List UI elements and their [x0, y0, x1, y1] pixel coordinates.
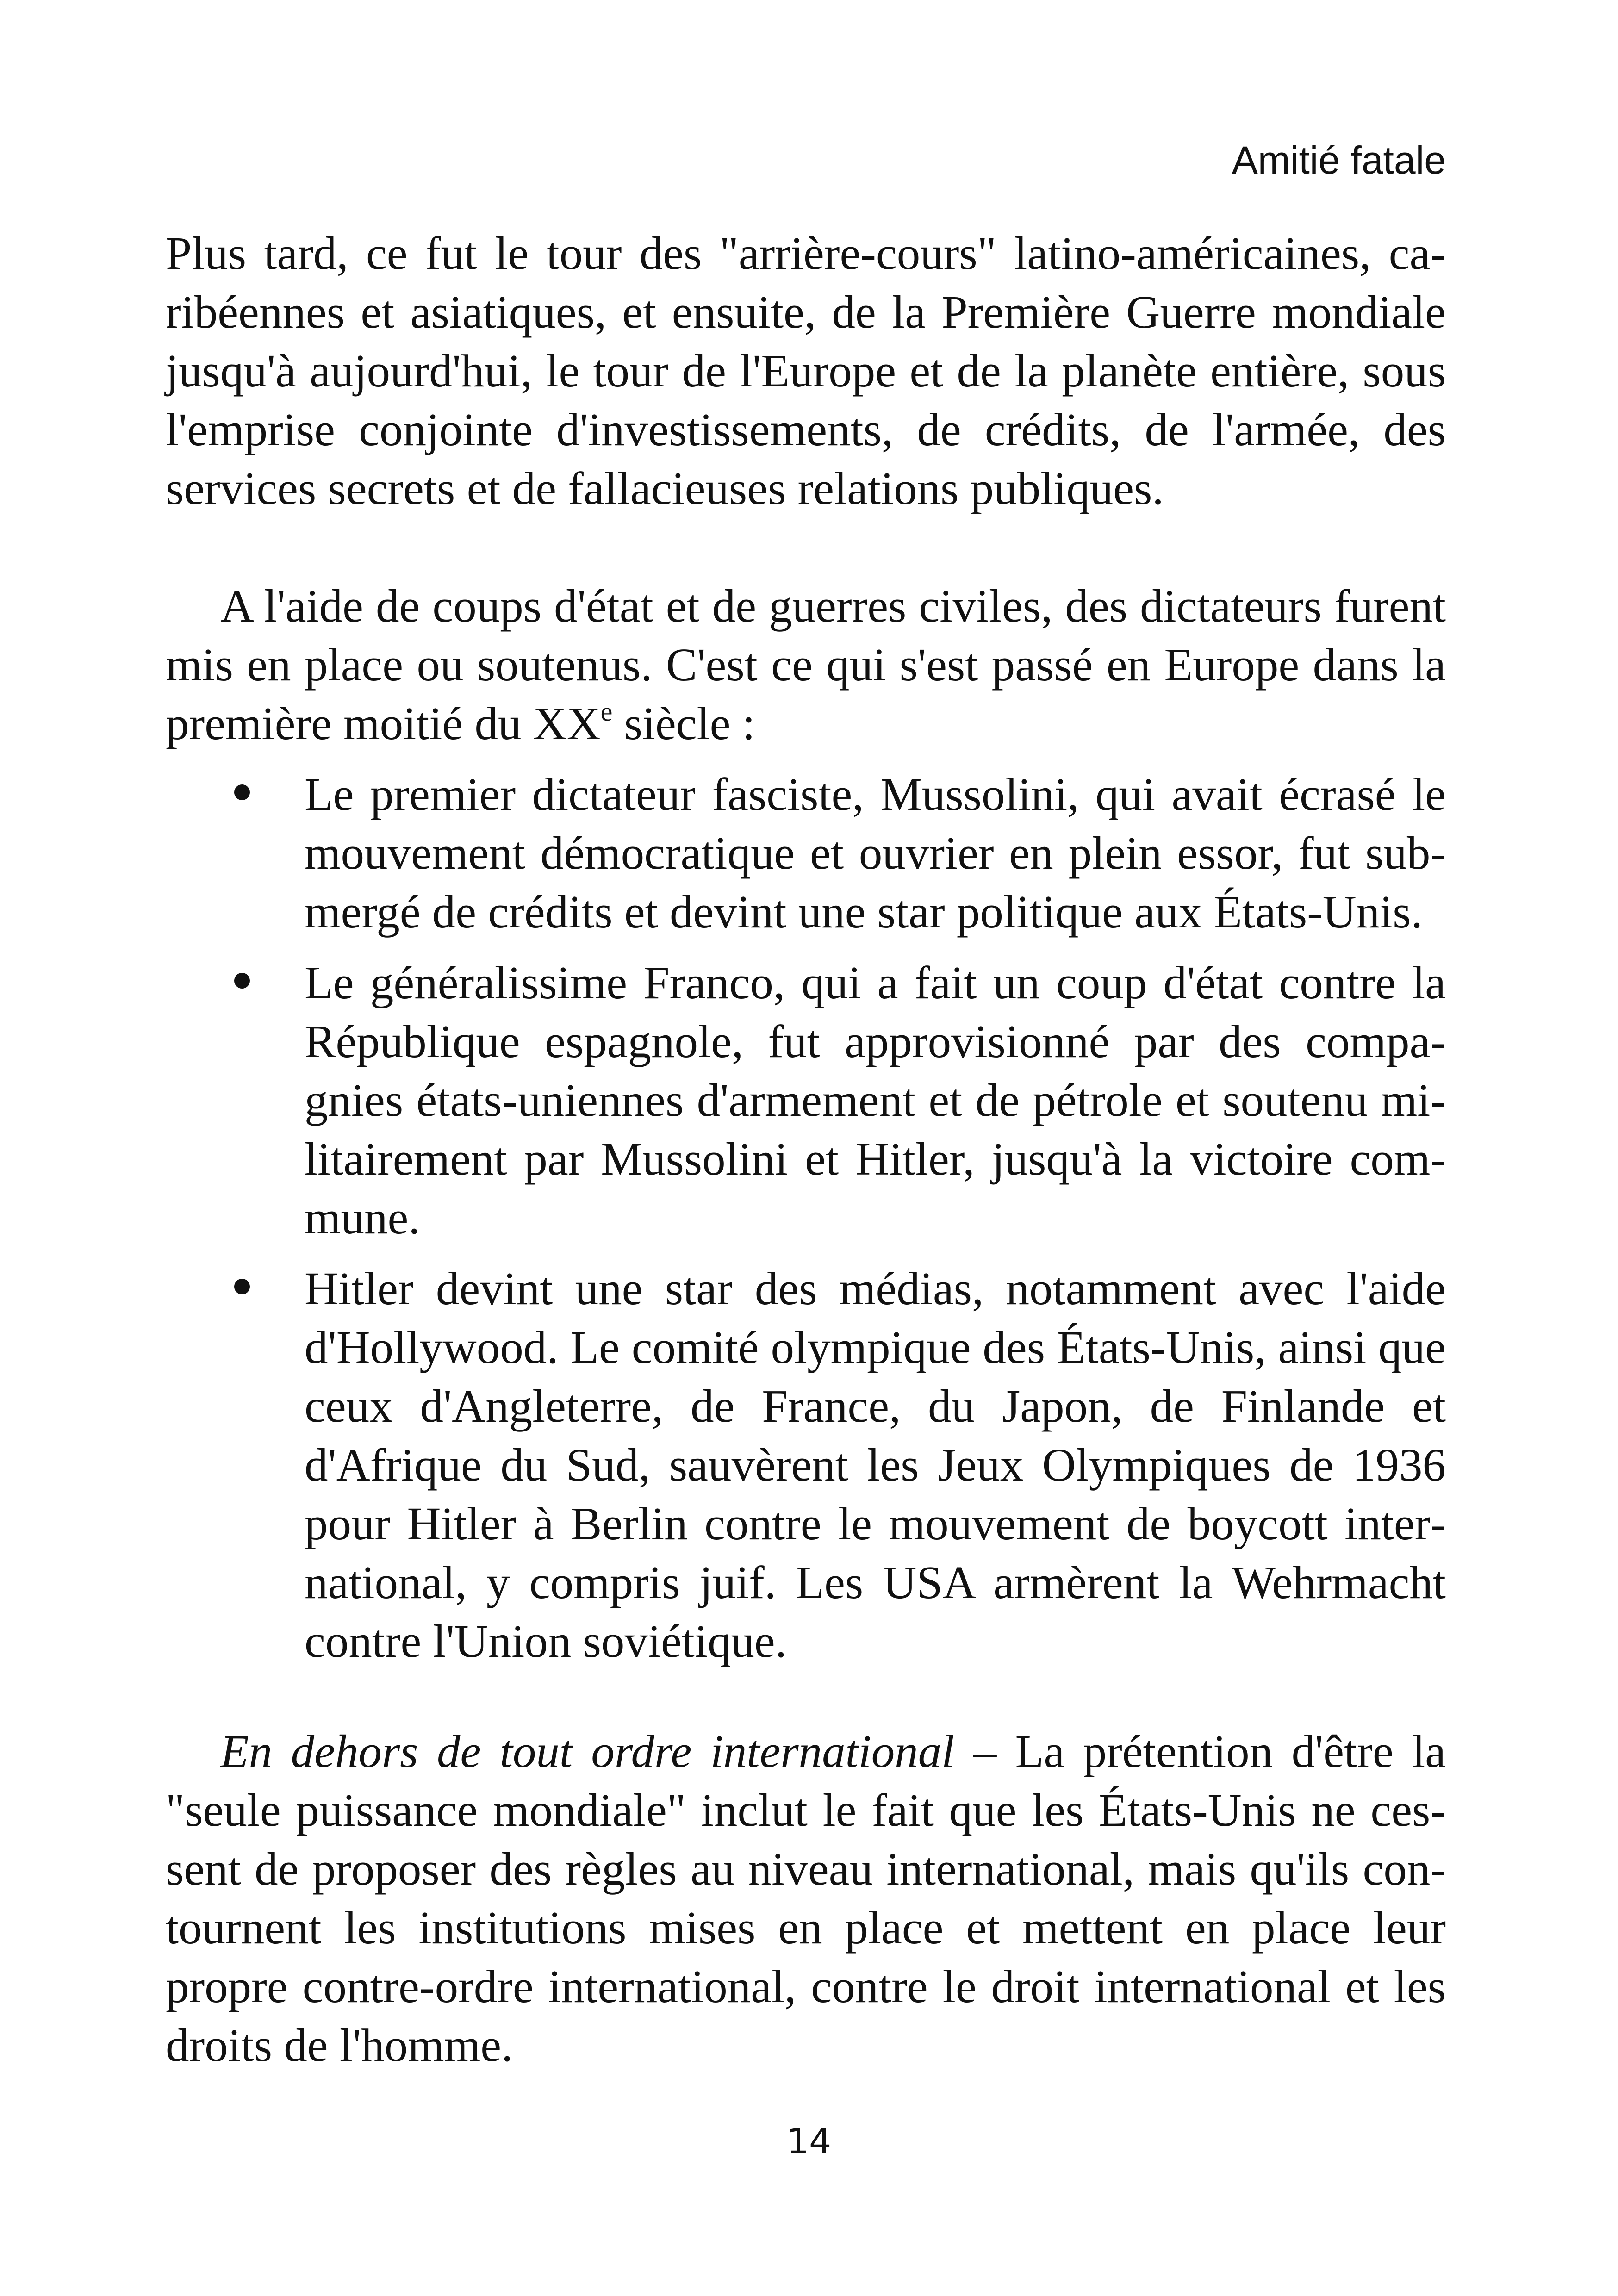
page-number: 14	[786, 2121, 832, 2162]
century-superscript: e	[600, 697, 613, 727]
dictators-list	[166, 765, 1446, 1671]
list-item	[305, 1259, 1446, 1671]
bullet-dot-icon	[234, 973, 250, 989]
section-lead-italic: En dehors de tout ordre international	[220, 1725, 955, 1777]
paragraph-2-tail: siècle :	[612, 697, 755, 749]
paragraph-2	[166, 577, 1446, 753]
bullet-dot-icon	[234, 1279, 250, 1294]
list-item	[305, 765, 1446, 941]
running-header-title: Amitié fatale	[1232, 138, 1446, 182]
body-text	[166, 224, 1446, 2075]
list-item-text: Hitler devint une star des médias, notamment avec l'aide d'Hollywood. Le comité olympique des États-Unis, ainsi que ceux d'Angleterre, de France, du Japon, de Finlande et d'Afrique du Sud, sauvèrent les Jeux Olympiques de 1936 pour Hitler à Berlin contre le mouvement de boycott international, y compris juif. Les USA armèrent la Wehrmacht contre l'Union soviétique.	[305, 1263, 1446, 1667]
paragraph-3-text: – La prétention d'être la "seule puissance mondiale" inclut le fait que les États-Unis ne cessent de proposer des règles au niveau international, mais qu'ils contournent les institutions mises en place et mettent en place leur propre contre-ordre international, contre le droit international et les droits de l'homme.	[166, 1725, 1446, 2071]
list-item-text: Le premier dictateur fasciste, Mussolini, qui avait écrasé le mouvement démocratique et ouvrier en plein essor, fut submergé de crédits et devint une star politique aux États-Unis.	[305, 768, 1446, 938]
paragraph-3	[166, 1722, 1446, 2075]
paragraph-1: Plus tard, ce fut le tour des "arrière-cours" latino-américaines, caribéennes et asiatiques, et ensuite, de la Première Guerre mondiale jusqu'à aujourd'hui, le tour de l'Europe et de la planète entière, sous l'emprise conjointe d'investissements, de crédits, de l'armée, des services secrets et de fallacieuses relations publiques.	[166, 227, 1446, 514]
paragraph-2-text: A l'aide de coups d'état et de guerres civiles, des dictateurs furent mis en place ou soutenus. C'est ce qui s'est passé en Europe dans la première moitié du XX	[166, 580, 1446, 749]
list-item-text: Le généralissime Franco, qui a fait un coup d'état contre la République espagnole, fut approvisionné par des compagnies états-uniennes d'armement et de pétrole et soutenu militairement par Mussolini et Hitler, jusqu'à la victoire commune.	[305, 957, 1446, 1244]
bullet-dot-icon	[234, 784, 250, 800]
list-item	[305, 953, 1446, 1247]
